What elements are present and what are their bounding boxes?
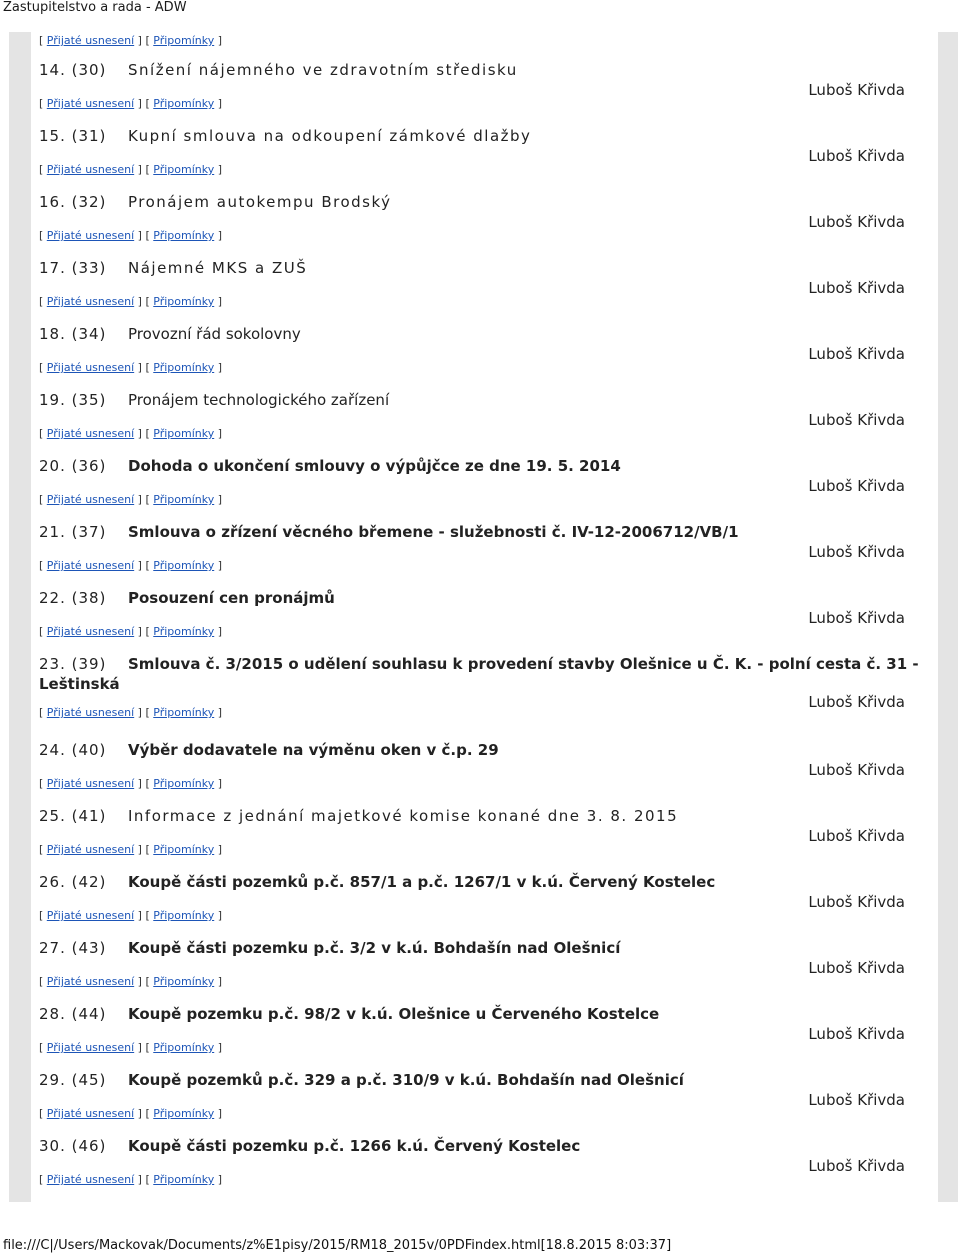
agenda-item-text: Koupě pozemků p.č. 329 a p.č. 310/9 v k.ú. Bohdašín nad Olešnicí <box>128 1071 684 1089</box>
comments-link[interactable]: Připomínky <box>153 1173 215 1186</box>
resolutions-link[interactable]: Přijaté usnesení <box>46 1107 135 1120</box>
agenda-item-title <box>39 324 919 344</box>
agenda-item-text: Koupě části pozemku p.č. 3/2 v k.ú. Bohdašín nad Olešnicí <box>128 939 621 957</box>
resolutions-link[interactable]: Přijaté usnesení <box>46 1041 135 1054</box>
responsible-person: Luboš Křivda <box>808 81 905 99</box>
agenda-item-links: [ Přijaté usnesení ] [ Připomínky ] <box>39 975 223 988</box>
agenda-item-title <box>39 588 919 608</box>
responsible-person: Luboš Křivda <box>808 693 905 711</box>
comments-link[interactable]: Připomínky <box>153 427 215 440</box>
agenda-item-links: [ Přijaté usnesení ] [ Připomínky ] <box>39 1041 223 1054</box>
responsible-person: Luboš Křivda <box>808 959 905 977</box>
agenda-item-number: 22. (38) <box>39 589 107 607</box>
agenda-item-title <box>39 60 919 80</box>
agenda-item-number: 27. (43) <box>39 939 107 957</box>
comments-link[interactable]: Připomínky <box>153 361 215 374</box>
resolutions-link[interactable]: Přijaté usnesení <box>46 843 135 856</box>
agenda-item-title <box>39 654 919 694</box>
agenda-item-title <box>39 1004 919 1024</box>
responsible-person: Luboš Křivda <box>808 411 905 429</box>
agenda-item-number: 15. (31) <box>39 127 107 145</box>
responsible-person: Luboš Křivda <box>808 1157 905 1175</box>
comments-link[interactable]: Připomínky <box>153 229 215 242</box>
resolutions-link[interactable]: Přijaté usnesení <box>46 493 135 506</box>
agenda-item-title <box>39 1070 919 1090</box>
responsible-person: Luboš Křivda <box>808 543 905 561</box>
comments-link[interactable]: Připomínky <box>153 493 215 506</box>
agenda-item-number: 19. (35) <box>39 391 107 409</box>
responsible-person: Luboš Křivda <box>808 609 905 627</box>
agenda-item-number: 16. (32) <box>39 193 107 211</box>
agenda-item-text: Nájemné MKS a ZUŠ <box>128 259 308 277</box>
resolutions-link[interactable]: Přijaté usnesení <box>46 163 135 176</box>
agenda-item-links: [ Přijaté usnesení ] [ Připomínky ] <box>39 843 223 856</box>
agenda-item-links: [ Přijaté usnesení ] [ Připomínky ] <box>39 493 223 506</box>
comments-link[interactable]: Připomínky <box>153 975 215 988</box>
responsible-person: Luboš Křivda <box>808 477 905 495</box>
responsible-person: Luboš Křivda <box>808 213 905 231</box>
responsible-person: Luboš Křivda <box>808 1091 905 1109</box>
agenda-item-text: Kupní smlouva na odkoupení zámkové dlažby <box>128 127 532 145</box>
agenda-item-number: 21. (37) <box>39 523 107 541</box>
agenda-item-title <box>39 872 919 892</box>
agenda-item-number: 25. (41) <box>39 807 107 825</box>
resolutions-link[interactable]: Přijaté usnesení <box>46 427 135 440</box>
agenda-item-links: [ Přijaté usnesení ] [ Připomínky ] <box>39 909 223 922</box>
comments-link[interactable]: Připomínky <box>153 163 215 176</box>
agenda-item-number: 24. (40) <box>39 741 107 759</box>
resolutions-link[interactable]: Přijaté usnesení <box>46 975 135 988</box>
responsible-person: Luboš Křivda <box>808 279 905 297</box>
agenda-item-text: Koupě části pozemků p.č. 857/1 a p.č. 1267/1 v k.ú. Červený Kostelec <box>128 873 716 891</box>
responsible-person: Luboš Křivda <box>808 345 905 363</box>
right-margin-band <box>938 32 958 1202</box>
agenda-item-links: [ Přijaté usnesení ] [ Připomínky ] <box>39 163 223 176</box>
agenda-item-text: Koupě části pozemku p.č. 1266 k.ú. Červený Kostelec <box>128 1137 581 1155</box>
responsible-person: Luboš Křivda <box>808 147 905 165</box>
comments-link[interactable]: Připomínky <box>153 34 215 47</box>
comments-link[interactable]: Připomínky <box>153 1041 215 1054</box>
agenda-item-text: Informace z jednání majetkové komise konané dne 3. 8. 2015 <box>128 807 679 825</box>
responsible-person: Luboš Křivda <box>808 1025 905 1043</box>
agenda-item-number: 17. (33) <box>39 259 107 277</box>
resolutions-link[interactable]: Přijaté usnesení <box>46 229 135 242</box>
agenda-item-number: 18. (34) <box>39 325 107 343</box>
agenda-item-number: 23. (39) <box>39 655 107 673</box>
comments-link[interactable]: Připomínky <box>153 843 215 856</box>
comments-link[interactable]: Připomínky <box>153 295 215 308</box>
agenda-item-links: [ Přijaté usnesení ] [ Připomínky ] <box>39 706 223 719</box>
responsible-person: Luboš Křivda <box>808 827 905 845</box>
agenda-item-title <box>39 938 919 958</box>
agenda-item-text: Smlouva o zřízení věcného břemene - služebnosti č. IV-12-2006712/VB/1 <box>128 523 739 541</box>
resolutions-link[interactable]: Přijaté usnesení <box>46 706 135 719</box>
resolutions-link[interactable]: Přijaté usnesení <box>46 559 135 572</box>
comments-link[interactable]: Připomínky <box>153 1107 215 1120</box>
agenda-item-links: [ Přijaté usnesení ] [ Připomínky ] <box>39 361 223 374</box>
comments-link[interactable]: Připomínky <box>153 777 215 790</box>
agenda-item-title <box>39 192 919 212</box>
comments-link[interactable]: Připomínky <box>153 625 215 638</box>
agenda-item-title <box>39 740 919 760</box>
agenda-item-text: Koupě pozemku p.č. 98/2 v k.ú. Olešnice u Červeného Kostelce <box>128 1005 660 1023</box>
agenda-item-links: [ Přijaté usnesení ] [ Připomínky ] <box>39 97 223 110</box>
responsible-person: Luboš Křivda <box>808 761 905 779</box>
agenda-item-text: Pronájem technologického zařízení <box>128 391 390 409</box>
agenda-item-links: [ Přijaté usnesení ] [ Připomínky ] <box>39 1173 223 1186</box>
agenda-item-links: [ Přijaté usnesení ] [ Připomínky ] <box>39 625 223 638</box>
agenda-item-title <box>39 456 919 476</box>
resolutions-link[interactable]: Přijaté usnesení <box>46 909 135 922</box>
agenda-item-text: Výběr dodavatele na výměnu oken v č.p. 29 <box>128 741 499 759</box>
agenda-list <box>31 32 938 1202</box>
agenda-item-title <box>39 390 919 410</box>
document-title: Zastupitelstvo a rada - ADW <box>3 0 187 15</box>
resolutions-link[interactable]: Přijaté usnesení <box>46 295 135 308</box>
agenda-item-title <box>39 522 919 542</box>
agenda-item-number: 29. (45) <box>39 1071 107 1089</box>
comments-link[interactable]: Připomínky <box>153 559 215 572</box>
agenda-item-number: 26. (42) <box>39 873 107 891</box>
comments-link[interactable]: Připomínky <box>153 909 215 922</box>
agenda-item-links: [ Přijaté usnesení ] [ Připomínky ] <box>39 777 223 790</box>
agenda-item-text: Pronájem autokempu Brodský <box>128 193 392 211</box>
agenda-item-title <box>39 126 919 146</box>
agenda-item-text: Dohoda o ukončení smlouvy o výpůjčce ze dne 19. 5. 2014 <box>128 457 621 475</box>
agenda-item-number: 28. (44) <box>39 1005 107 1023</box>
responsible-person: Luboš Křivda <box>808 893 905 911</box>
agenda-item-links: [ Přijaté usnesení ] [ Připomínky ] <box>39 229 223 242</box>
agenda-item-links: [ Přijaté usnesení ] [ Připomínky ] <box>39 295 223 308</box>
agenda-item-links: [ Přijaté usnesení ] [ Připomínky ] <box>39 1107 223 1120</box>
left-margin-band <box>9 32 31 1202</box>
agenda-item-text: Snížení nájemného ve zdravotním středisku <box>128 61 518 79</box>
agenda-item-text: Smlouva č. 3/2015 o udělení souhlasu k provedení stavby Olešnice u Č. K. - polní cesta č. 31 - Leštinská <box>39 655 919 693</box>
resolutions-link[interactable]: Přijaté usnesení <box>46 777 135 790</box>
resolutions-link[interactable]: Přijaté usnesení <box>46 34 135 47</box>
resolutions-link[interactable]: Přijaté usnesení <box>46 361 135 374</box>
file-path-footer: file:///C|/Users/Mackovak/Documents/z%E1pisy/2015/RM18_2015v/0PDFindex.html[18.8.2015 8:03:37] <box>3 1238 672 1253</box>
agenda-item-number: 14. (30) <box>39 61 107 79</box>
top-links: [ Přijaté usnesení ] [ Připomínky ] <box>39 34 223 47</box>
comments-link[interactable]: Připomínky <box>153 97 215 110</box>
agenda-item-title <box>39 806 919 826</box>
agenda-item-title <box>39 1136 919 1156</box>
agenda-item-title <box>39 258 919 278</box>
agenda-item-number: 20. (36) <box>39 457 107 475</box>
resolutions-link[interactable]: Přijaté usnesení <box>46 625 135 638</box>
agenda-item-links: [ Přijaté usnesení ] [ Připomínky ] <box>39 427 223 440</box>
agenda-item-text: Posouzení cen pronájmů <box>128 589 335 607</box>
resolutions-link[interactable]: Přijaté usnesení <box>46 1173 135 1186</box>
comments-link[interactable]: Připomínky <box>153 706 215 719</box>
resolutions-link[interactable]: Přijaté usnesení <box>46 97 135 110</box>
agenda-item-number: 30. (46) <box>39 1137 107 1155</box>
agenda-item-text: Provozní řád sokolovny <box>128 325 301 343</box>
agenda-item-links: [ Přijaté usnesení ] [ Připomínky ] <box>39 559 223 572</box>
